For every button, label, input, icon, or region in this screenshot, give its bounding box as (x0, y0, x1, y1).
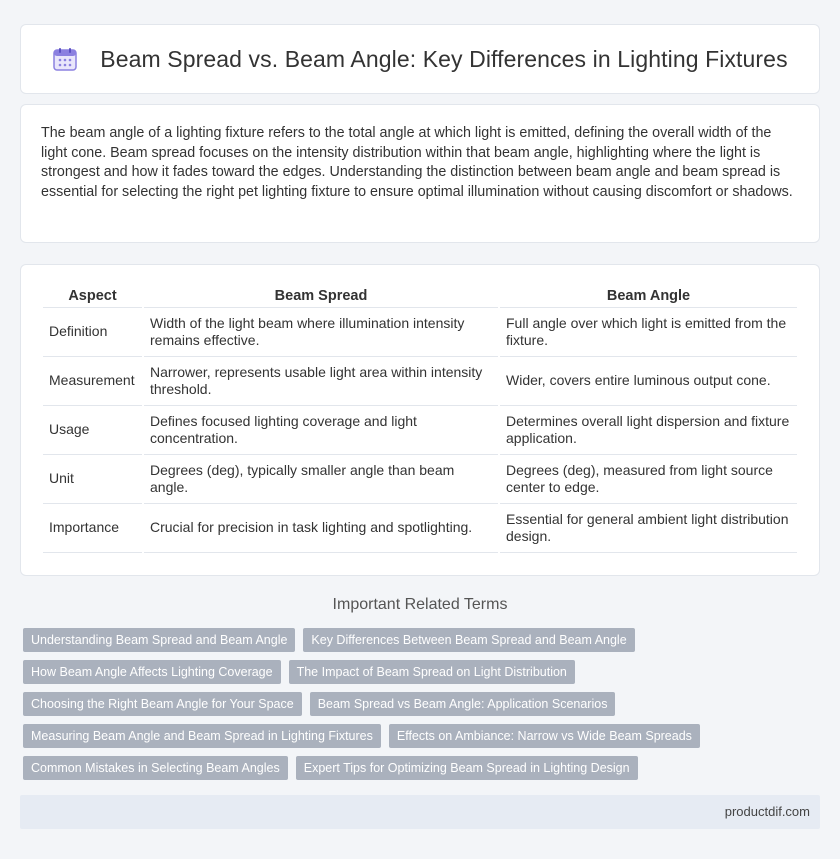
cell-beam-spread: Narrower, represents usable light area within intensity threshold. (143, 357, 499, 406)
cell-beam-angle: Wider, covers entire luminous output cone. (499, 357, 797, 406)
footer (20, 795, 820, 829)
column-header-beam-angle: Beam Angle (499, 284, 797, 308)
table-row (43, 357, 797, 406)
related-terms-list (23, 628, 823, 788)
cell-beam-spread: Defines focused lighting coverage and light concentration. (143, 406, 499, 455)
related-term-link[interactable]: Effects on Ambiance: Narrow vs Wide Beam Spreads (389, 724, 700, 748)
table-row (43, 504, 797, 553)
cell-aspect: Measurement (43, 357, 143, 406)
cell-aspect: Definition (43, 308, 143, 357)
related-term-link[interactable]: How Beam Angle Affects Lighting Coverage (23, 660, 281, 684)
tag-row (23, 724, 823, 748)
comparison-table (43, 284, 797, 553)
related-term-link[interactable]: Key Differences Between Beam Spread and Beam Angle (303, 628, 634, 652)
cell-beam-angle: Full angle over which light is emitted from the fixture. (499, 308, 797, 357)
tag-row (23, 660, 823, 684)
related-term-link[interactable]: Common Mistakes in Selecting Beam Angles (23, 756, 288, 780)
related-term-link[interactable]: Measuring Beam Angle and Beam Spread in Lighting Fixtures (23, 724, 381, 748)
related-term-link[interactable]: The Impact of Beam Spread on Light Distribution (289, 660, 575, 684)
tag-row (23, 756, 823, 780)
footer-site-link[interactable]: productdif.com (724, 804, 810, 819)
cell-aspect: Importance (43, 504, 143, 553)
comparison-card (20, 264, 820, 576)
cell-beam-angle: Degrees (deg), measured from light source center to edge. (499, 455, 797, 504)
cell-beam-spread: Crucial for precision in task lighting and spotlighting. (143, 504, 499, 553)
related-terms-heading: Important Related Terms (332, 596, 508, 613)
table-header-row (43, 284, 797, 308)
related-term-link[interactable]: Understanding Beam Spread and Beam Angle (23, 628, 295, 652)
related-term-link[interactable]: Beam Spread vs Beam Angle: Application Scenarios (310, 692, 616, 716)
cell-beam-angle: Determines overall light dispersion and fixture application. (499, 406, 797, 455)
cell-aspect: Usage (43, 406, 143, 455)
page-title: Beam Spread vs. Beam Angle: Key Differences in Lighting Fixtures (100, 45, 788, 72)
related-term-link[interactable]: Choosing the Right Beam Angle for Your Space (23, 692, 302, 716)
intro-card (20, 104, 820, 243)
related-term-link[interactable]: Expert Tips for Optimizing Beam Spread in Lighting Design (296, 756, 638, 780)
cell-beam-spread: Width of the light beam where illumination intensity remains effective. (143, 308, 499, 357)
tag-row (23, 628, 823, 652)
cell-beam-angle: Essential for general ambient light distribution design. (499, 504, 797, 553)
table-row (43, 406, 797, 455)
calendar-icon (52, 46, 78, 72)
intro-paragraph: The beam angle of a lighting fixture refers to the total angle at which light is emitted, defining the overall width of the light cone. Beam spread focuses on the intensity distribution within that beam angle, highlighting where the light is strongest and how it fades toward the edges. Understanding the distinction between beam angle and beam spread is essential for selecting the right pet lighting fixture to ensure optimal illumination without causing discomfort or shadows. (41, 125, 793, 200)
table-row (43, 455, 797, 504)
tag-row (23, 692, 823, 716)
cell-beam-spread: Degrees (deg), typically smaller angle than beam angle. (143, 455, 499, 504)
table-row (43, 308, 797, 357)
header-card (20, 24, 820, 94)
column-header-aspect: Aspect (43, 284, 143, 308)
column-header-beam-spread: Beam Spread (143, 284, 499, 308)
cell-aspect: Unit (43, 455, 143, 504)
